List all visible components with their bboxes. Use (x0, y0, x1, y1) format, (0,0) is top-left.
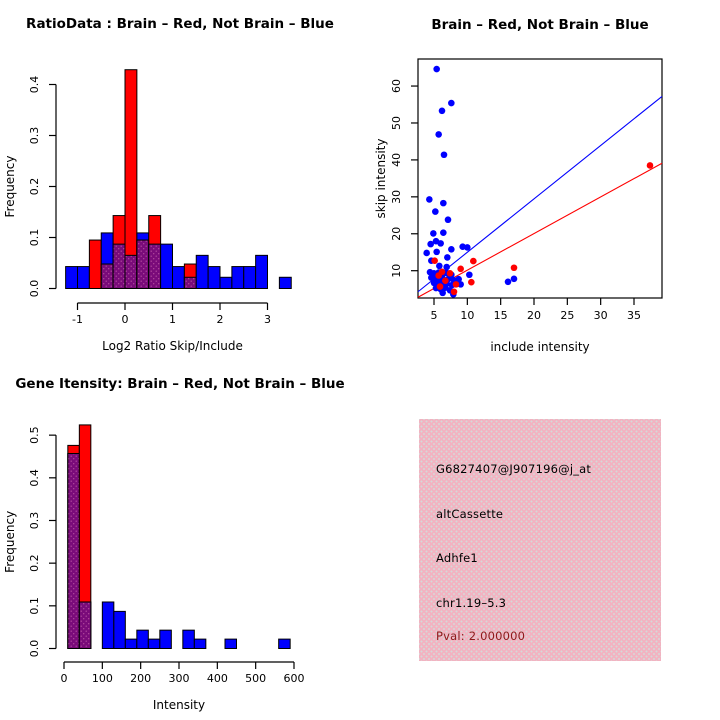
axis-tick-label: 60 (390, 79, 403, 94)
scatter-point-blue (436, 263, 443, 270)
hist-bar-blue (196, 255, 208, 288)
scatter-point-red (437, 283, 444, 290)
hist-bar-blue (102, 602, 113, 649)
hist-bar-blue (125, 639, 136, 648)
axis-tick-label: -1 (72, 313, 83, 326)
scatter-point-blue (440, 200, 447, 207)
gene-info-box (419, 419, 661, 661)
chart-title: Gene Itensity: Brain – Red, Not Brain – Blue (15, 376, 345, 392)
axis-tick-label: 15 (493, 309, 508, 322)
probe-id-text: G6827407@J907196@j_at (436, 462, 592, 476)
pval-text: Pval: 2.000000 (436, 629, 526, 643)
scatter-point-blue (466, 271, 473, 278)
hist-bar-blue (183, 630, 194, 648)
axis-tick-label: 20 (527, 309, 542, 322)
chart-title: RatioData : Brain – Red, Not Brain – Blue (26, 16, 334, 32)
axis-tick-label: 0.0 (28, 279, 41, 298)
axis-tick-label: 0.4 (28, 469, 41, 487)
y-axis-title: Frequency (3, 510, 17, 573)
hist-bar-blue (244, 267, 256, 289)
hist-bar-blue (225, 639, 236, 648)
scatter-point-red (468, 279, 475, 286)
scatter-point-blue (448, 246, 455, 253)
scatter-point-blue (430, 230, 437, 237)
hist-bar-blue (148, 639, 159, 648)
axis-tick-label: 0 (121, 313, 129, 326)
scatter-point-blue (433, 66, 440, 73)
axis-tick-label: 1 (169, 313, 176, 326)
hist-bar-blue (232, 267, 244, 289)
scatter-point-red (647, 162, 654, 169)
hist-bar-blue (78, 267, 90, 289)
scatter-point-red (447, 270, 454, 277)
hist-bar-blue (208, 267, 220, 289)
hist-bar-overlap (137, 240, 149, 288)
axis-tick-label: 200 (130, 672, 152, 685)
axis-tick-label: 40 (390, 152, 403, 167)
fit-line-blue (418, 96, 662, 291)
hist-bar-blue (279, 639, 290, 648)
scatter-point-red (457, 266, 464, 273)
gene-intensity-histogram-chart (0, 360, 360, 720)
scatter-point-blue (505, 278, 512, 285)
axis-tick-label: 50 (390, 115, 403, 130)
axis-tick-label: 3 (264, 313, 271, 326)
y-axis-title: skip intensity (374, 138, 388, 219)
axis-tick-label: 20 (390, 226, 403, 241)
axis-tick-label: 35 (627, 309, 642, 322)
hist-bar-overlap (184, 277, 196, 288)
scatter-point-blue (444, 254, 451, 261)
axis-tick-label: 10 (460, 309, 475, 322)
axis-tick-label: 0.3 (28, 126, 41, 145)
axis-tick-label: 500 (245, 672, 267, 685)
axis-tick-label: 0.0 (28, 639, 41, 658)
hist-bar-blue (194, 639, 205, 648)
ratio-histogram-chart (0, 0, 360, 360)
hist-bar-blue (137, 630, 148, 648)
hist-bar-blue (279, 277, 291, 288)
axis-tick-label: 0.4 (28, 75, 41, 94)
hist-bar-overlap (149, 244, 161, 288)
y-axis-title: Frequency (3, 155, 17, 218)
x-axis-title: Log2 Ratio Skip/Include (102, 339, 243, 353)
splice-type-text: altCassette (436, 507, 504, 521)
scatter-point-blue (435, 131, 442, 138)
chromosome-location-text: chr1.19–5.3 (436, 596, 507, 610)
info-panel (360, 360, 720, 720)
scatter-point-blue (439, 290, 446, 297)
scatter-point-blue (426, 196, 433, 203)
axis-tick-label: 5 (430, 309, 438, 322)
hist-bar-blue (114, 611, 125, 648)
x-axis-title: Intensity (152, 698, 206, 712)
scatter-point-blue (439, 107, 446, 114)
axis-tick-label: 10 (390, 263, 403, 278)
scatter-point-blue (433, 238, 440, 245)
hist-bar-overlap (125, 255, 137, 288)
axis-tick-label: 25 (560, 309, 575, 322)
scatter-point-blue (432, 208, 439, 215)
hist-bar-blue (161, 244, 173, 288)
axis-tick-label: 2 (216, 313, 224, 326)
hist-bar-overlap (68, 453, 79, 648)
scatter-point-red (453, 281, 460, 288)
axis-tick-label: 400 (206, 672, 228, 685)
hist-bar-blue (173, 267, 185, 289)
hist-bar-blue (66, 267, 78, 289)
axis-tick-label: 0.3 (28, 511, 41, 530)
scatter-point-blue (445, 216, 452, 223)
axis-tick-label: 0.2 (28, 554, 41, 572)
scatter-point-red (470, 258, 477, 265)
scatter-point-blue (464, 244, 471, 251)
scatter-point-red (442, 277, 449, 284)
scatter-point-blue (511, 276, 518, 283)
hist-bar-overlap (113, 244, 125, 288)
axis-tick-label: 30 (593, 309, 608, 322)
axis-tick-label: 600 (283, 672, 305, 685)
intensity-scatter-chart (360, 0, 720, 360)
chart-title: Brain – Red, Not Brain – Blue (431, 17, 649, 33)
axis-tick-label: 300 (168, 672, 190, 685)
scatter-point-blue (443, 264, 450, 271)
axis-tick-label: 0.5 (28, 426, 41, 444)
hist-bar-overlap (79, 602, 90, 649)
hist-bar-red (89, 240, 101, 288)
hist-bar-blue (256, 255, 268, 288)
axis-tick-label: 0.2 (28, 177, 41, 196)
scatter-point-blue (440, 229, 447, 236)
axis-tick-label: 0.1 (28, 228, 41, 247)
scatter-point-blue (448, 100, 455, 107)
axis-tick-label: 30 (390, 189, 403, 204)
hist-bar-blue (220, 277, 232, 288)
scatter-point-red (431, 257, 438, 264)
gene-name-text: Adhfe1 (436, 551, 478, 565)
scatter-point-blue (433, 249, 440, 256)
axis-tick-label: 0 (60, 672, 68, 685)
axis-tick-label: 100 (91, 672, 113, 685)
hist-bar-overlap (101, 264, 113, 288)
scatter-point-red (435, 272, 442, 279)
hist-bar-blue (160, 630, 171, 648)
x-axis-title: include intensity (490, 340, 590, 354)
scatter-point-blue (423, 250, 430, 257)
axis-tick-label: 0.1 (28, 597, 41, 615)
scatter-point-red (511, 264, 518, 271)
scatter-point-blue (441, 151, 448, 158)
scatter-point-red (451, 288, 458, 295)
